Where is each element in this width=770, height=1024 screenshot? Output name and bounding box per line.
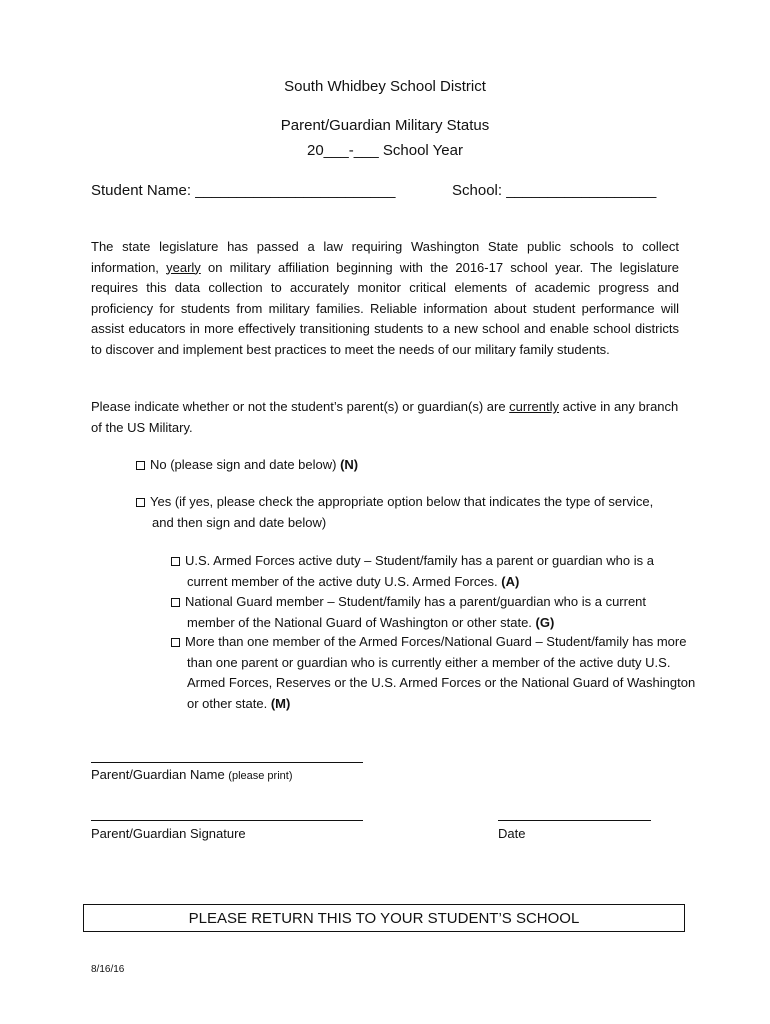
revision-date: 8/16/16 (91, 964, 125, 975)
option-no: No (please sign and date below) (N) (136, 455, 656, 476)
student-name-field[interactable]: Student Name: ________________________ (91, 182, 396, 199)
sub-option-national-guard: National Guard member – Student/family has a parent/guardian who is a current member of the National Guard of Washington or other state. (G) (171, 592, 697, 633)
date-label: Date (498, 826, 526, 841)
emphasis-yearly: yearly (166, 259, 201, 275)
date-line[interactable] (498, 820, 651, 821)
return-notice-box (83, 904, 685, 932)
signature-line[interactable] (91, 820, 363, 821)
sub-option-multiple: More than one member of the Armed Forces/National Guard – Student/family has more than one parent or guardian who is currently either a member of the active duty U.S. Armed Forces, Reserves or the U.S. Armed Forces or the National Guard of Washington or other state. (M) (171, 632, 697, 714)
emphasis-currently: currently (509, 399, 560, 414)
return-notice: PLEASE RETURN THIS TO YOUR STUDENT’S SCHOOL (188, 909, 580, 927)
sub-option-national-guard-checkbox[interactable] (171, 598, 180, 607)
parent-name-line[interactable] (91, 762, 363, 763)
school-year: 20___-___ School Year (307, 142, 463, 159)
sub-option-armed-forces: U.S. Armed Forces active duty – Student/family has a parent or guardian who is a current member of the active duty U.S. Armed Forces. (A) (171, 551, 697, 592)
district-name: South Whidbey School District (284, 78, 486, 95)
signature-label: Parent/Guardian Signature (91, 826, 246, 841)
instruction-paragraph: Please indicate whether or not the student’s parent(s) or guardian(s) are currently active in any branch of the US Military. (91, 399, 679, 435)
parent-name-label: Parent/Guardian Name (please print) (91, 767, 293, 782)
option-yes-checkbox[interactable] (136, 498, 145, 507)
option-yes: Yes (if yes, please check the appropriate option below that indicates the type of service, and then sign and date below) (136, 492, 672, 533)
school-field[interactable]: School: __________________ (452, 182, 657, 199)
option-no-checkbox[interactable] (136, 461, 145, 470)
form-title: Parent/Guardian Military Status (280, 117, 490, 134)
intro-paragraph: The state legislature has passed a law requiring Washington State public schools to collect information, yearly on military affiliation beginning with the 2016-17 school year. The legislature requires this data collection to accurately monitor critical elements of academic progress and proficiency for students from military families. Reliable information about student performance will assist educators in more effectively transitioning students to a new school and enable school districts to discover and implement best practices to meet the needs of our military family students. (91, 239, 679, 357)
sub-option-multiple-checkbox[interactable] (171, 638, 180, 647)
sub-option-armed-forces-checkbox[interactable] (171, 557, 180, 566)
